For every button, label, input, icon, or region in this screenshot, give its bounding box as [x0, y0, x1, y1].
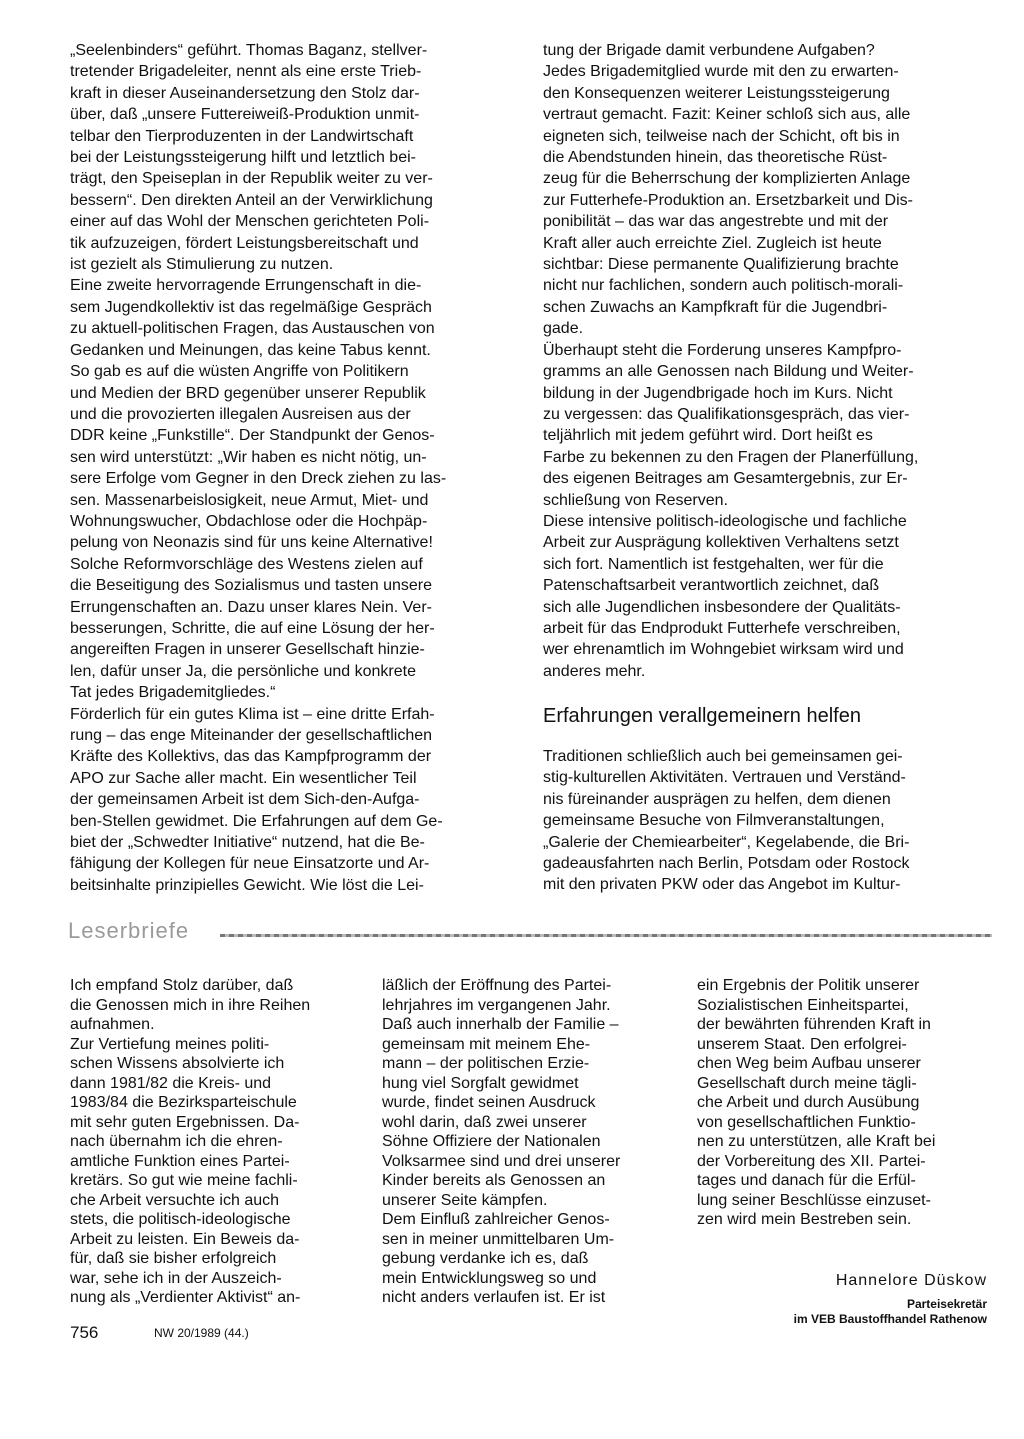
text-line: Farbe zu bekennen zu den Fragen der Planerfüllung, — [543, 448, 919, 466]
text-line: Errungenschaften an. Dazu unser klares Nein. Ver- — [70, 598, 432, 616]
text-line: Überhaupt steht die Forderung unseres Kampfpro- — [543, 341, 902, 359]
text-line: einer auf das Wohl der Menschen gerichteten Poli- — [70, 213, 430, 231]
text-line: mit sehr guten Ergebnissen. Da- — [70, 1113, 300, 1131]
text-line: zen wird mein Bestreben sein. — [697, 1211, 912, 1228]
text-line: Kräfte des Kollektivs, das das Kampfprogramm der — [70, 748, 432, 766]
text-line: und Medien der BRD gegenüber unserer Republik — [70, 384, 426, 402]
text-line: APO zur Sache aller macht. Ein wesentlicher Teil — [70, 769, 417, 787]
rubric-divider — [220, 934, 992, 937]
text-line: nicht nur fachlichen, sondern auch politisch-morali- — [543, 277, 904, 295]
text-line: che Arbeit und durch Ausübung — [697, 1094, 920, 1111]
text-line: zeug für die Beherrschung der komplizierten Anlage — [543, 170, 911, 188]
text-line: DDR keine „Funkstille“. Der Standpunkt der Genos- — [70, 427, 435, 445]
text-line: ist gezielt als Stimulierung zu nutzen. — [70, 256, 334, 274]
article-column-right — [543, 40, 993, 682]
text-line: stets, die politisch-ideologische — [70, 1211, 291, 1228]
text-line: nen zu unterstützen, alle Kraft bei — [697, 1133, 936, 1150]
text-line: vertraut gemacht. Fazit: Keiner schloß sich aus, alle — [543, 106, 911, 124]
text-line: Jedes Brigademitglied wurde mit den zu erwarten- — [543, 63, 899, 81]
text-line: sich fort. Namentlich ist festgehalten, wer für die — [543, 555, 884, 573]
text-line: trägt, den Speiseplan in der Republik weiter zu ver- — [70, 170, 433, 188]
text-line: Ich empfand Stolz darüber, daß — [70, 977, 294, 994]
text-line: tung der Brigade damit verbundene Aufgaben? — [543, 42, 875, 59]
text-line: sen in meiner unmittelbaren Um- — [382, 1230, 615, 1248]
letter-column-3 — [697, 976, 987, 1230]
text-line: nach übernahm ich die ehren- — [70, 1133, 283, 1150]
issue-label: NW 20/1989 (44.) — [154, 1326, 249, 1340]
text-line: angereiften Fragen in unserer Gesellschaft hinzie- — [70, 641, 425, 659]
text-line: über, daß „unsere Futtereiweiß-Produktion unmit- — [70, 106, 420, 124]
text-line: stig-kulturellen Aktivitäten. Vertrauen und Verständ- — [543, 769, 906, 787]
text-line: „Seelenbinders“ geführt. Thomas Baganz, stellver- — [70, 42, 428, 59]
text-line: rung – das enge Miteinander der gesellschaftlichen — [70, 727, 433, 744]
text-line: zur Futterhefe-Produktion an. Ersetzbarkeit und Dis- — [543, 191, 913, 209]
text-line: fähigung der Kollegen für neue Einsatzorte und Ar- — [70, 855, 430, 873]
signature-affiliation: im VEB Baustoffhandel Rathenow — [793, 1312, 987, 1326]
text-line: ponibilität – das war das angestrebte und mit der — [543, 213, 889, 231]
text-line: bessern“. Den direkten Anteil an der Verwirklichung — [70, 191, 433, 209]
text-line: lehrjahres im vergangenen Jahr. — [382, 996, 611, 1014]
text-line: von gesellschaftlichen Funktio- — [697, 1113, 916, 1131]
text-line: Gesellschaft durch meine tägli- — [697, 1074, 917, 1092]
text-line: sen. Massenarbeislosigkeit, neue Armut, Miet- und — [70, 491, 429, 509]
text-line: 1983/84 die Bezirksparteischule — [70, 1094, 297, 1111]
text-line: gebung verdanke ich es, daß — [382, 1250, 589, 1267]
text-line: sen wird unterstützt: „Wir haben es nicht nötig, un- — [70, 448, 427, 466]
text-line: die Abendstunden hinein, das theoretische Rüst- — [543, 149, 888, 167]
text-line: tik aufzuzeigen, fördert Leistungsbereitschaft und — [70, 234, 419, 252]
text-line: Wohnungswucher, Obdachlose oder die Hochpäp- — [70, 512, 428, 530]
text-line: anderes mehr. — [543, 662, 646, 680]
text-line: tages und danach für die Erfül- — [697, 1172, 916, 1189]
text-line: mein Entwicklungsweg so und — [382, 1269, 597, 1287]
text-line: Solche Reformvorschläge des Westens zielen auf — [70, 555, 423, 573]
text-line: gade. — [543, 320, 584, 338]
text-line: sichtbar: Diese permanente Qualifizierung brachte — [543, 256, 899, 274]
text-line: Sozialistischen Einheitspartei, — [697, 996, 909, 1014]
text-line: sere Erfolge vom Gegner in den Dreck ziehen zu las- — [70, 470, 447, 488]
text-line: ben-Stellen gewidmet. Die Erfahrungen auf dem Ge- — [70, 812, 443, 830]
text-line: nis füreinander ausprägen zu helfen, dem dienen — [543, 790, 891, 808]
article-column-right-continued — [543, 746, 993, 896]
text-line: die Genossen mich in ihre Reihen — [70, 996, 311, 1014]
text-line: mit den privaten PKW oder das Angebot im Kultur- — [543, 876, 901, 894]
text-line: den Konsequenzen weiterer Leistungssteigerung — [543, 84, 890, 102]
text-line: nicht anders verlaufen ist. Er ist — [382, 1289, 606, 1306]
text-line: Arbeit zur Ausprägung kollektiven Verhaltens setzt — [543, 534, 899, 552]
text-line: „Galerie der Chemiearbeiter“, Kegelabende, die Bri- — [543, 833, 910, 851]
text-line: kretärs. So gut wie meine fachli- — [70, 1172, 298, 1189]
text-line: Diese intensive politisch-ideologische und fachliche — [543, 512, 907, 530]
text-line: Volksarmee sind und drei unserer — [382, 1152, 621, 1170]
text-line: amtliche Funktion eines Partei- — [70, 1152, 290, 1170]
text-line: chen Weg beim Aufbau unserer — [697, 1055, 921, 1072]
text-line: zu vergessen: das Qualifikationsgespräch, das vier- — [543, 405, 910, 423]
text-line: len, dafür unser Ja, die persönliche und konkrete — [70, 662, 416, 680]
text-line: mann – der politischen Erzie- — [382, 1055, 590, 1072]
text-line: hung viel Sorgfalt gewidmet — [382, 1074, 579, 1092]
page-number: 756 — [70, 1323, 99, 1342]
text-line: gramms an alle Genossen nach Bildung und Weiter- — [543, 363, 914, 381]
text-line: wohl darin, daß zwei unserer — [382, 1113, 587, 1131]
text-line: schließung von Reserven. — [543, 491, 728, 509]
text-line: telbar den Tierproduzenten in der Landwirtschaft — [70, 127, 414, 145]
text-line: Eine zweite hervorragende Errungenschaft in die- — [70, 277, 422, 295]
text-line: gadeausfahrten nach Berlin, Potsdam oder Rostock — [543, 855, 910, 873]
text-line: war, sehe ich in der Auszeich- — [70, 1269, 282, 1287]
text-line: arbeit für das Endprodukt Futterhefe verschreiben, — [543, 619, 901, 637]
text-line: Daß auch innerhalb der Familie – — [382, 1016, 619, 1033]
text-line: schen Zuwachs an Kampfkraft für die Jugendbri- — [543, 298, 888, 316]
text-line: schen Wissens absolvierte ich — [70, 1055, 285, 1072]
text-line: Kraft aller auch erreichte Ziel. Zugleich ist heute — [543, 234, 882, 252]
text-line: unserem Staat. Den erfolgrei- — [697, 1035, 907, 1053]
text-line: des eigenen Beitrages am Gesamtergebnis, zur Er- — [543, 470, 908, 488]
text-line: kraft in dieser Auseinandersetzung den Stolz dar- — [70, 84, 420, 102]
text-line: die Beseitigung des Sozialismus und tasten unsere — [70, 577, 432, 595]
text-line: teljährlich mit jedem geführt wird. Dort heißt es — [543, 427, 873, 445]
text-line: besserungen, Schritte, die auf eine Lösung der her- — [70, 619, 435, 637]
text-line: bildung in der Jugendbrigade hoch im Kurs. Nicht — [543, 384, 893, 402]
text-line: wer ehrenamtlich im Wohngebiet wirksam wird und — [543, 641, 904, 659]
text-line: ein Ergebnis der Politik unserer — [697, 977, 920, 994]
text-line: Dem Einfluß zahlreicher Genos- — [382, 1211, 610, 1228]
letter-column-2 — [382, 976, 672, 1308]
text-line: dann 1981/82 die Kreis- und — [70, 1074, 272, 1092]
text-line: sem Jugendkollektiv ist das regelmäßige Gespräch — [70, 298, 432, 316]
text-line: biet der „Schwedter Initiative“ nutzend, hat die Be- — [70, 834, 425, 852]
letter-column-1 — [70, 976, 358, 1308]
text-line: der gemeinsamen Arbeit ist dem Sich-den-Aufga- — [70, 791, 420, 809]
text-line: beitsinhalte prinzipielles Gewicht. Wie löst die Lei- — [70, 876, 424, 894]
text-line: zu aktuell-politischen Fragen, das Austauschen von — [70, 320, 435, 338]
article-column-left — [70, 40, 520, 896]
text-line: che Arbeit versuchte ich auch — [70, 1191, 280, 1209]
text-line: So gab es auf die wüsten Angriffe von Politikern — [70, 363, 409, 381]
text-line: Patenschaftsarbeit verantwortlich zeichnet, daß — [543, 577, 880, 595]
text-line: und die provozierten illegalen Ausreisen aus der — [70, 405, 411, 423]
signature-name: Hannelore Düskow — [835, 1272, 987, 1289]
text-line: tretender Brigadeleiter, nennt als eine erste Trieb- — [70, 63, 422, 81]
text-line: Zur Vertiefung meines politi- — [70, 1035, 270, 1053]
text-line: Förderlich für ein gutes Klima ist – eine dritte Erfah- — [70, 705, 435, 723]
text-line: bei der Leistungssteigerung hilft und letztlich bei- — [70, 149, 416, 167]
text-line: der bewährten führenden Kraft in — [697, 1016, 931, 1033]
text-line: wurde, findet seinen Ausdruck — [382, 1094, 596, 1111]
signature-role: Parteisekretär — [906, 1297, 987, 1311]
text-line: unserer Seite kämpfen. — [382, 1191, 548, 1209]
text-line: nung als „Verdienter Aktivist“ an- — [70, 1289, 301, 1306]
text-line: Traditionen schließlich auch bei gemeinsamen gei- — [543, 748, 903, 765]
text-line: für, daß sie bisher erfolgreich — [70, 1250, 277, 1267]
text-line: lung seiner Beschlüsse einzuset- — [697, 1191, 931, 1209]
text-line: Söhne Offiziere der Nationalen — [382, 1133, 601, 1150]
text-line: Kinder bereits als Genossen an — [382, 1172, 606, 1189]
text-line: Gedanken und Meinungen, das keine Tabus kennt. — [70, 341, 431, 359]
text-line: sich alle Jugendlichen insbesondere der Qualitäts- — [543, 598, 901, 616]
text-line: Tat jedes Brigademitgliedes.“ — [70, 684, 276, 702]
text-line: gemeinsame Besuche von Filmveranstaltungen, — [543, 812, 885, 830]
text-line: pelung von Neonazis sind für uns keine Alternative! — [70, 534, 433, 552]
text-line: aufnahmen. — [70, 1016, 155, 1033]
text-line: gemeinsam mit meinem Ehe- — [382, 1035, 591, 1053]
text-line: eigneten sich, teilweise nach der Schicht, oft bis in — [543, 127, 900, 145]
text-line: Arbeit zu leisten. Ein Beweis da- — [70, 1230, 300, 1248]
text-line: der Vorbereitung des XII. Partei- — [697, 1152, 926, 1170]
text-line: läßlich der Eröffnung des Partei- — [382, 977, 612, 994]
section-heading: Erfahrungen verallgemeinern helfen — [543, 705, 861, 727]
rubric-label: Leserbriefe — [68, 918, 190, 943]
